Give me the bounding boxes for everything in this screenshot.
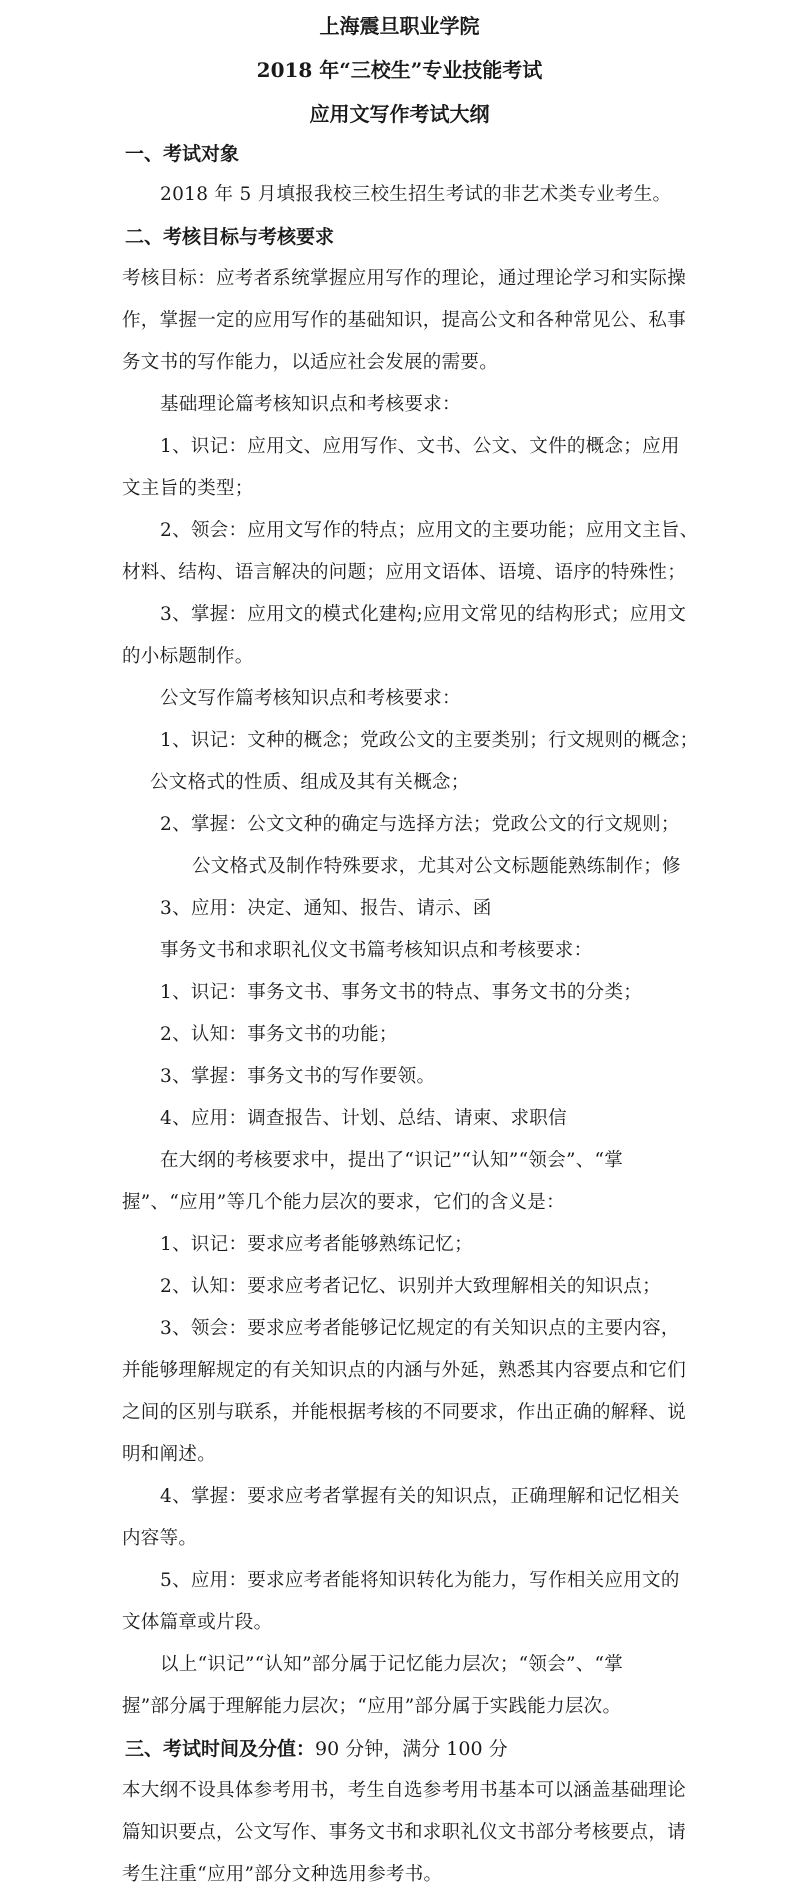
summary-line: 以上“识记”“认知”部分属于记忆能力层次；“领会”、“掌 <box>160 1654 624 1675</box>
basic-item-line: 文主旨的类型； <box>122 478 254 499</box>
basic-item-line: 1、识记：应用文、应用写作、文书、公文、文件的概念；应用 <box>160 436 680 457</box>
exam-title: 2018 年“三校生”专业技能考试 <box>256 58 543 82</box>
official-doc-title: 公文写作篇考核知识点和考核要求： <box>160 688 461 709</box>
outline-title: 应用文写作考试大纲 <box>309 102 490 126</box>
goal-line: 考核目标：应考者系统掌握应用写作的理论，通过理论学习和实际操 <box>122 268 687 289</box>
levels-intro-line: 在大纲的考核要求中，提出了“识记”“认知”“领会”、“掌 <box>160 1150 624 1171</box>
level-line: 5、应用：要求应考者能将知识转化为能力，写作相关应用文的 <box>160 1570 680 1591</box>
affairs-item-line: 1、识记：事务文书、事务文书的特点、事务文书的分类； <box>160 982 643 1003</box>
level-line: 内容等。 <box>122 1528 198 1549</box>
official-item-line: 公文格式的性质、组成及其有关概念； <box>150 772 470 793</box>
goal-line: 作，掌握一定的应用写作的基础知识，提高公文和各种常见公、私事 <box>122 310 687 331</box>
affairs-doc-title: 事务文书和求职礼仪文书篇考核知识点和考核要求： <box>160 940 593 961</box>
level-line: 3、领会：要求应考者能够记忆规定的有关知识点的主要内容， <box>160 1318 680 1339</box>
official-item-line: 公文格式及制作特殊要求，尤其对公文标题能熟练制作；修 <box>192 856 681 877</box>
section-3-heading-text: 三、考试时间及分值： <box>125 1738 316 1760</box>
basic-theory-title: 基础理论篇考核知识点和考核要求： <box>160 394 461 415</box>
official-item-line: 1、识记：文种的概念；党政公文的主要类别；行文规则的概念； <box>160 730 699 751</box>
section-heading-2: 二、考核目标与考核要求 <box>125 226 335 248</box>
affairs-item-line: 2、认知：事务文书的功能； <box>160 1024 398 1045</box>
section-1-text: 2018 年 5 月填报我校三校生招生考试的非艺术类专业考生。 <box>160 184 672 205</box>
reference-line: 本大纲不设具体参考用书，考生自选参考用书基本可以涵盖基础理论 <box>122 1780 687 1801</box>
level-line: 并能够理解规定的有关知识点的内涵与外延，熟悉其内容要点和它们 <box>122 1360 687 1381</box>
level-line: 1、识记：要求应考者能够熟练记忆； <box>160 1234 473 1255</box>
basic-item-line: 材料、结构、语言解决的问题；应用文语体、语境、语序的特殊性； <box>122 562 687 583</box>
reference-line: 考生注重“应用”部分文种选用参考书。 <box>122 1864 443 1885</box>
section-heading-3 <box>125 1740 508 1759</box>
level-line: 文体篇章或片段。 <box>122 1612 273 1633</box>
exam-duration-score: 90 分钟，满分 100 分 <box>315 1738 508 1760</box>
official-item-line: 3、应用：决定、通知、报告、请示、函 <box>160 898 492 919</box>
reference-line: 篇知识要点，公文写作、事务文书和求职礼仪文书部分考核要点，请 <box>122 1822 687 1843</box>
affairs-item-line: 4、应用：调查报告、计划、总结、请柬、求职信 <box>160 1108 567 1129</box>
basic-item-line: 的小标题制作。 <box>122 646 254 667</box>
summary-line: 握”部分属于理解能力层次；“应用”部分属于实践能力层次。 <box>122 1696 622 1717</box>
level-line: 4、掌握：要求应考者掌握有关的知识点，正确理解和记忆相关 <box>160 1486 680 1507</box>
level-line: 2、认知：要求应考者记忆、识别并大致理解相关的知识点； <box>160 1276 661 1297</box>
official-item-line: 2、掌握：公文文种的确定与选择方法；党政公文的行文规则； <box>160 814 680 835</box>
levels-intro-line: 握”、“应用”等几个能力层次的要求，它们的含义是： <box>122 1192 565 1213</box>
basic-item-line: 3、掌握：应用文的模式化建构;应用文常见的结构形式；应用文 <box>160 604 687 625</box>
goal-line: 务文书的写作能力，以适应社会发展的需要。 <box>122 352 499 373</box>
level-line: 之间的区别与联系，并能根据考核的不同要求，作出正确的解释、说 <box>122 1402 687 1423</box>
affairs-item-line: 3、掌握：事务文书的写作要领。 <box>160 1066 436 1087</box>
level-line: 明和阐述。 <box>122 1444 217 1465</box>
basic-item-line: 2、领会：应用文写作的特点；应用文的主要功能；应用文主旨、 <box>160 520 699 541</box>
section-heading-1: 一、考试对象 <box>125 143 240 165</box>
school-name: 上海震旦职业学院 <box>319 14 480 38</box>
